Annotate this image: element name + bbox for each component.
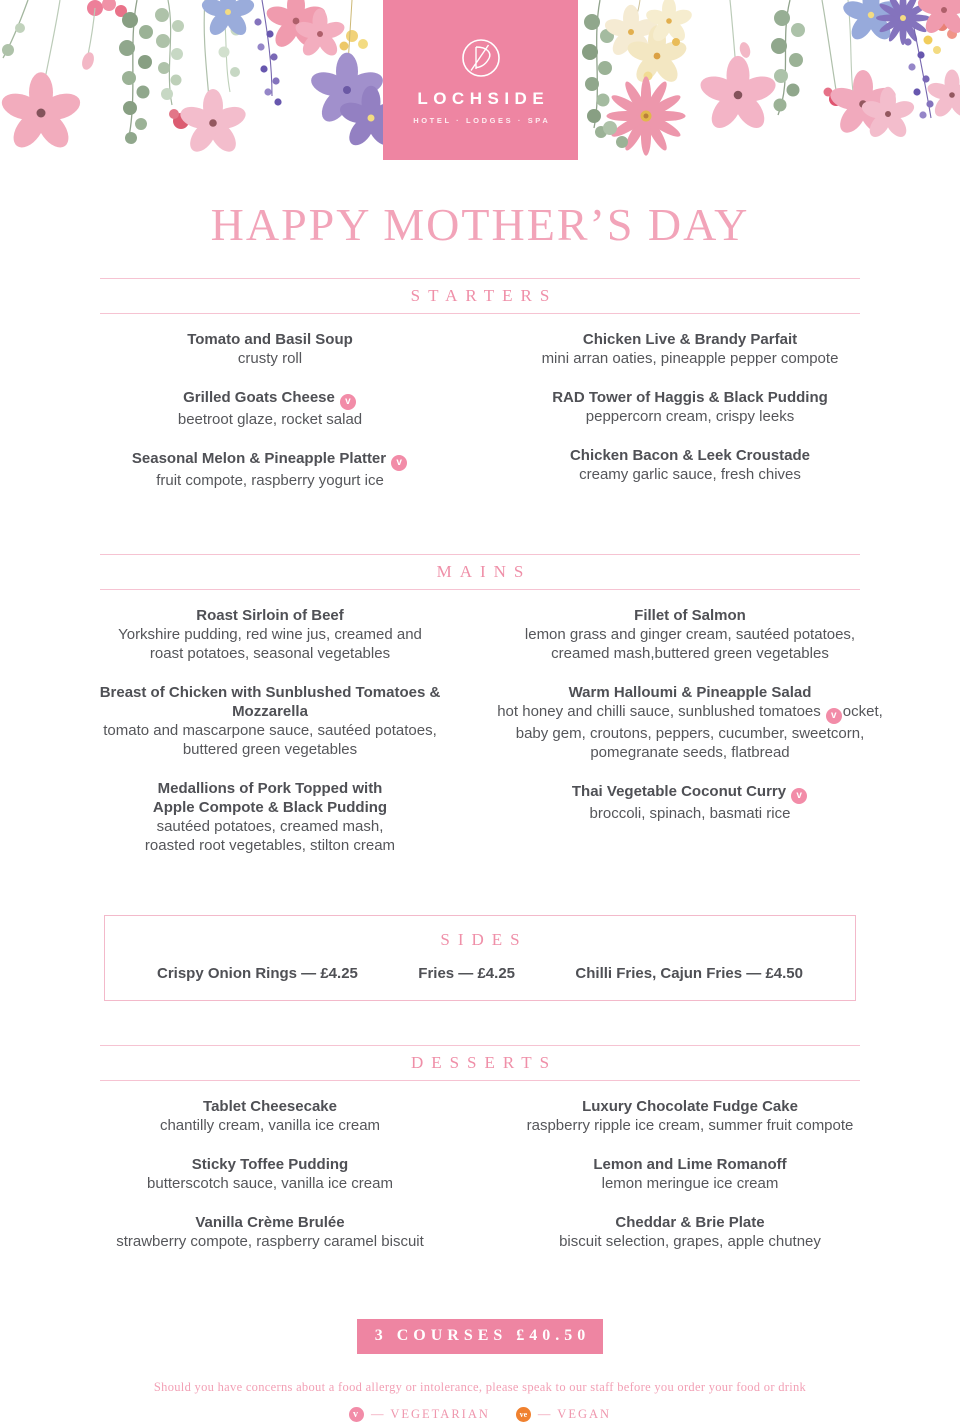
menu-column bbox=[60, 606, 480, 875]
menu-header bbox=[0, 0, 960, 162]
item-name: Grilled Goats Cheese v bbox=[60, 388, 480, 410]
desserts-heading-rule bbox=[100, 1045, 860, 1081]
menu-column bbox=[60, 1097, 480, 1271]
item-description: peppercorn cream, crispy leeks bbox=[585, 408, 795, 425]
item-name: Sticky Toffee Pudding bbox=[191, 1156, 349, 1173]
starters-heading-rule bbox=[100, 278, 860, 314]
menu-item bbox=[60, 388, 480, 429]
item-description: strawberry compote, raspberry caramel biscuit bbox=[116, 1233, 424, 1250]
menu-column bbox=[480, 1097, 900, 1271]
page-title: HAPPY MOTHER’S DAY bbox=[210, 199, 750, 250]
item-name: Chicken Bacon & Leek Croustade bbox=[569, 447, 811, 464]
menu-item bbox=[480, 1155, 900, 1193]
price-banner: 3 COURSES £40.50 bbox=[357, 1319, 603, 1354]
menu-item bbox=[480, 388, 900, 426]
item-description: crusty roll bbox=[237, 350, 303, 367]
vegetarian-badge: v bbox=[340, 394, 356, 410]
legend-label: — VEGETARIAN bbox=[370, 1407, 490, 1421]
item-description: mini arran oaties, pineapple pepper compote bbox=[541, 350, 839, 367]
item-name: Luxury Chocolate Fudge Cake bbox=[582, 1098, 798, 1115]
item-description: creamed mash,buttered green vegetables bbox=[551, 645, 829, 662]
item-description: roasted root vegetables, stilton cream bbox=[144, 837, 396, 854]
item-description: butterscotch sauce, vanilla ice cream bbox=[147, 1175, 393, 1192]
item-name: Fillet of Salmon bbox=[634, 607, 746, 624]
item-description: baby gem, croutons, peppers, cucumber, sweetcorn, bbox=[515, 725, 865, 742]
diet-legend bbox=[0, 1407, 960, 1422]
starters-items bbox=[60, 330, 900, 510]
side-item: Chilli Fries, Cajun Fries — £4.50 bbox=[575, 965, 803, 982]
legend-item bbox=[516, 1407, 611, 1422]
item-description: chantilly cream, vanilla ice cream bbox=[159, 1117, 381, 1134]
item-description: biscuit selection, grapes, apple chutney bbox=[559, 1233, 821, 1250]
legend-label: — VEGAN bbox=[537, 1407, 612, 1421]
item-description: hot honey and chilli sauce, sunblushed tomatoes v ocket, bbox=[480, 702, 900, 724]
item-name: Warm Halloumi & Pineapple Salad bbox=[568, 684, 812, 701]
menu-item bbox=[60, 1155, 480, 1193]
menu-item bbox=[480, 446, 900, 484]
side-item: Fries — £4.25 bbox=[418, 965, 516, 982]
menu-item bbox=[60, 1213, 480, 1251]
item-description: fruit compote, raspberry yogurt ice bbox=[156, 472, 384, 489]
starters-heading: STARTERS bbox=[410, 286, 558, 305]
menu-item bbox=[60, 779, 480, 855]
menu-column bbox=[60, 330, 480, 510]
brand-monogram-icon bbox=[459, 36, 503, 80]
item-description: raspberry ripple ice cream, summer fruit compote bbox=[526, 1117, 854, 1134]
sides-items bbox=[115, 965, 845, 982]
mains-heading-rule bbox=[100, 554, 860, 590]
item-description: Yorkshire pudding, red wine jus, creamed and bbox=[118, 626, 422, 643]
vegetarian-badge: v bbox=[391, 455, 407, 471]
item-description: broccoli, spinach, basmati rice bbox=[589, 805, 791, 822]
vegetarian-badge: v bbox=[826, 708, 842, 724]
item-description: lemon meringue ice cream bbox=[601, 1175, 779, 1192]
brand-box bbox=[383, 0, 578, 160]
brand-tagline: HOTEL · LODGES · SPA bbox=[413, 115, 551, 125]
item-description: tomato and mascarpone sauce, sautéed potatoes, bbox=[103, 722, 437, 739]
section-desserts bbox=[0, 1045, 960, 1271]
item-name: Tablet Cheesecake bbox=[203, 1098, 337, 1115]
section-sides bbox=[104, 915, 856, 1001]
item-description: sautéed potatoes, creamed mash, bbox=[156, 818, 384, 835]
item-description: lemon grass and ginger cream, sautéed potatoes, bbox=[524, 626, 856, 643]
section-mains bbox=[0, 554, 960, 875]
item-name: Breast of Chicken with Sunblushed Tomatoes & Mozzarella bbox=[99, 684, 441, 720]
menu-column bbox=[480, 330, 900, 510]
allergy-note: Should you have concerns about a food allergy or intolerance, please speak to our staff before you order your food or drink bbox=[153, 1380, 807, 1394]
legend-item bbox=[349, 1407, 490, 1422]
item-name: Vanilla Crème Brulée bbox=[195, 1214, 345, 1231]
menu-item bbox=[60, 683, 480, 759]
item-name: Lemon and Lime Romanoff bbox=[593, 1156, 787, 1173]
item-name: Apple Compote & Black Pudding bbox=[152, 799, 388, 816]
mains-heading: MAINS bbox=[436, 562, 532, 581]
item-description: pomegranate seeds, flatbread bbox=[590, 744, 790, 761]
vegetarian-badge: v bbox=[791, 788, 807, 804]
menu-item bbox=[480, 782, 900, 823]
mains-items bbox=[60, 606, 900, 875]
desserts-items bbox=[60, 1097, 900, 1271]
menu-column bbox=[480, 606, 900, 875]
menu-item bbox=[60, 606, 480, 663]
menu-item bbox=[480, 606, 900, 663]
menu-item bbox=[60, 1097, 480, 1135]
item-name: Tomato and Basil Soup bbox=[187, 331, 353, 348]
menu-item bbox=[480, 330, 900, 368]
item-name: Seasonal Melon & Pineapple Platter v bbox=[60, 449, 480, 471]
item-name: Medallions of Pork Topped with bbox=[157, 780, 383, 797]
vegan-badge: ve bbox=[516, 1407, 531, 1422]
menu-item bbox=[480, 683, 900, 762]
sides-heading: SIDES bbox=[440, 930, 528, 949]
section-starters bbox=[0, 278, 960, 510]
side-item: Crispy Onion Rings — £4.25 bbox=[157, 965, 358, 982]
item-name: Thai Vegetable Coconut Curry v bbox=[480, 782, 900, 804]
menu-item bbox=[480, 1213, 900, 1251]
item-description: beetroot glaze, rocket salad bbox=[177, 411, 363, 428]
item-description: roast potatoes, seasonal vegetables bbox=[149, 645, 391, 662]
item-name: RAD Tower of Haggis & Black Pudding bbox=[552, 389, 828, 406]
menu-item bbox=[480, 1097, 900, 1135]
menu-item bbox=[60, 449, 480, 490]
desserts-heading: DESSERTS bbox=[410, 1053, 558, 1072]
brand-name: LOCHSIDE bbox=[417, 88, 550, 108]
vegetarian-badge: v bbox=[349, 1407, 364, 1422]
item-description: creamy garlic sauce, fresh chives bbox=[579, 466, 801, 483]
item-description: buttered green vegetables bbox=[182, 741, 358, 758]
item-name: Cheddar & Brie Plate bbox=[615, 1214, 765, 1231]
menu-item bbox=[60, 330, 480, 368]
item-name: Chicken Live & Brandy Parfait bbox=[582, 331, 798, 348]
item-name: Roast Sirloin of Beef bbox=[196, 607, 344, 624]
